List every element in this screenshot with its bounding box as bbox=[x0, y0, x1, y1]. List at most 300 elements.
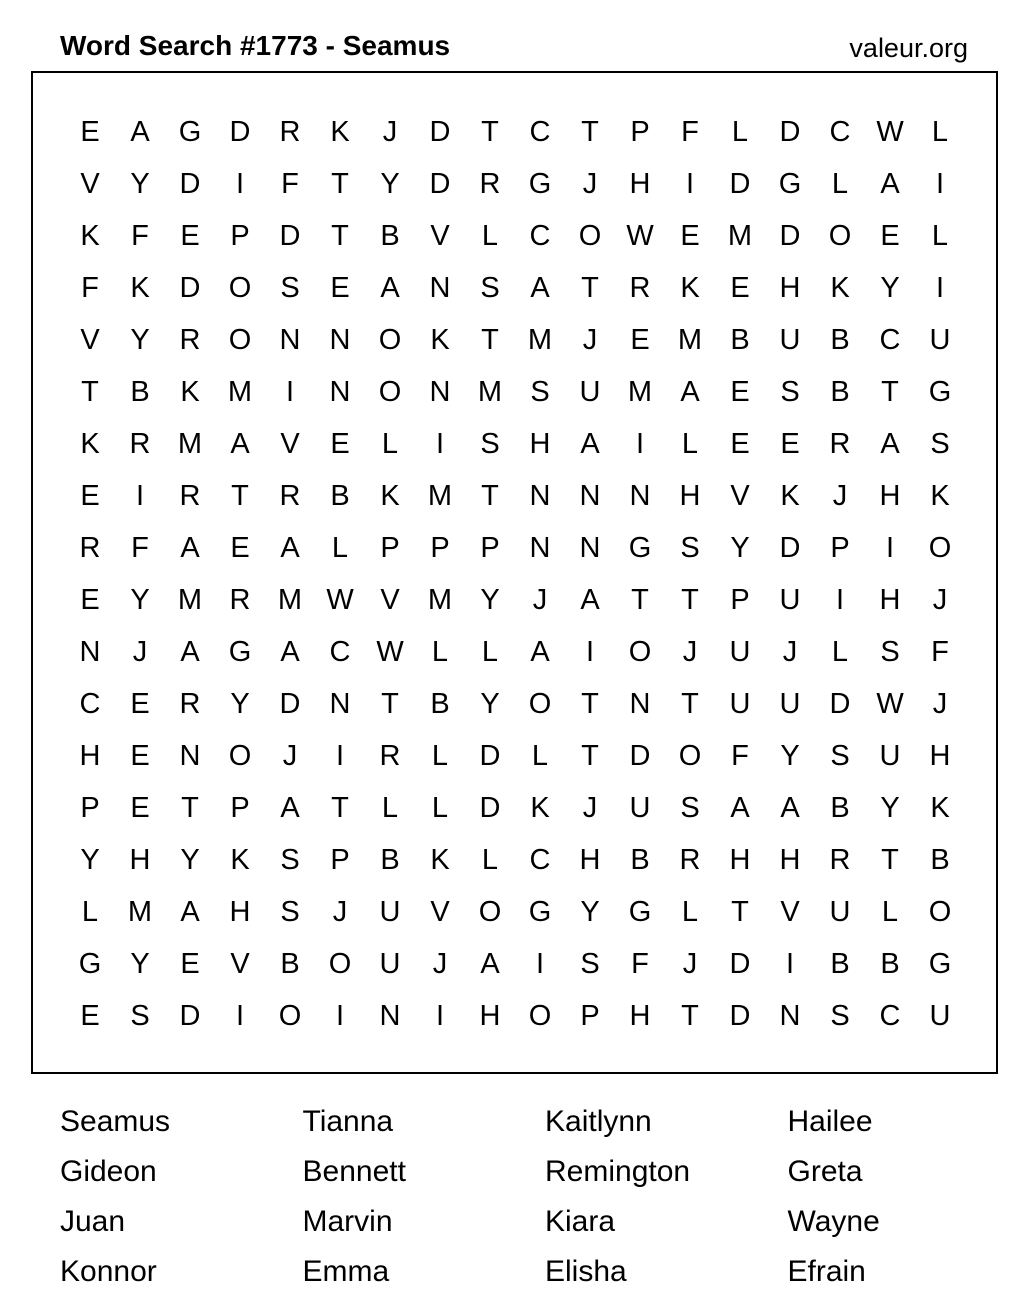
grid-letter: U bbox=[779, 583, 801, 616]
grid-letter: M bbox=[727, 219, 753, 252]
grid-letter: H bbox=[579, 843, 601, 876]
grid-letter: S bbox=[880, 635, 900, 668]
grid-letter: U bbox=[779, 687, 801, 720]
grid-letter: C bbox=[529, 843, 551, 876]
grid-letter: Y bbox=[130, 947, 150, 980]
grid-letter: I bbox=[235, 167, 245, 200]
grid-letter: D bbox=[729, 167, 751, 200]
grid-letter: R bbox=[229, 583, 251, 616]
word-list-item: Greta bbox=[787, 1155, 863, 1188]
grid-letter: D bbox=[829, 687, 851, 720]
grid-letter: L bbox=[381, 427, 399, 460]
grid-letter: T bbox=[331, 167, 349, 200]
grid-letter: M bbox=[127, 895, 153, 928]
grid-letter: G bbox=[528, 167, 552, 200]
grid-letter: O bbox=[928, 531, 952, 564]
grid-letter: K bbox=[130, 271, 150, 304]
grid-letter: H bbox=[729, 843, 751, 876]
grid-letter: D bbox=[779, 115, 801, 148]
grid-letter: J bbox=[782, 635, 798, 668]
grid-letter: C bbox=[329, 635, 351, 668]
grid-letter: A bbox=[480, 947, 500, 980]
grid-letter: V bbox=[80, 323, 100, 356]
grid-letter: N bbox=[279, 323, 301, 356]
word-list-item: Kaitlynn bbox=[545, 1105, 652, 1138]
grid-letter: E bbox=[330, 271, 350, 304]
grid-letter: T bbox=[481, 115, 499, 148]
grid-letter: O bbox=[628, 635, 652, 668]
grid-letter: P bbox=[230, 219, 250, 252]
grid-letter: N bbox=[779, 999, 801, 1032]
grid-letter: L bbox=[931, 219, 949, 252]
grid-letter: W bbox=[626, 219, 654, 252]
grid-letter: P bbox=[480, 531, 500, 564]
grid-letter: N bbox=[329, 375, 351, 408]
grid-letter: P bbox=[730, 583, 750, 616]
grid-letter: T bbox=[681, 999, 699, 1032]
grid-letter: D bbox=[479, 791, 501, 824]
grid-letter: E bbox=[80, 115, 100, 148]
grid-letter: B bbox=[830, 947, 850, 980]
grid-letter: S bbox=[830, 739, 850, 772]
word-list-item: Juan bbox=[60, 1205, 126, 1238]
grid-letter: E bbox=[130, 739, 150, 772]
grid-letter: B bbox=[930, 843, 950, 876]
grid-letter: N bbox=[629, 479, 651, 512]
grid-letter: G bbox=[928, 947, 952, 980]
grid-letter: B bbox=[830, 791, 850, 824]
grid-letter: F bbox=[131, 219, 149, 252]
grid-letter: K bbox=[680, 271, 700, 304]
grid-letter: B bbox=[630, 843, 650, 876]
grid-letter: E bbox=[730, 427, 750, 460]
grid-letter: Y bbox=[780, 739, 800, 772]
grid-letter: E bbox=[180, 219, 200, 252]
grid-letter: L bbox=[331, 531, 349, 564]
grid-letter: A bbox=[230, 427, 250, 460]
grid-letter: O bbox=[578, 219, 602, 252]
grid-letter: A bbox=[280, 531, 300, 564]
grid-letter: Y bbox=[880, 791, 900, 824]
grid-letter: T bbox=[481, 479, 499, 512]
grid-letter: S bbox=[280, 843, 300, 876]
grid-letter: A bbox=[680, 375, 700, 408]
grid-letter: L bbox=[481, 219, 499, 252]
grid-letter: N bbox=[379, 999, 401, 1032]
grid-letter: N bbox=[529, 531, 551, 564]
grid-letter: M bbox=[427, 583, 453, 616]
grid-letter: I bbox=[585, 635, 595, 668]
grid-letter: I bbox=[635, 427, 645, 460]
grid-letter: U bbox=[779, 323, 801, 356]
grid-letter: G bbox=[628, 531, 652, 564]
grid-letter: C bbox=[829, 115, 851, 148]
grid-letter: V bbox=[730, 479, 750, 512]
grid-letter: A bbox=[280, 635, 300, 668]
grid-letter: T bbox=[881, 375, 899, 408]
grid-letter: D bbox=[279, 219, 301, 252]
grid-letter: M bbox=[177, 427, 203, 460]
grid-letter: L bbox=[881, 895, 899, 928]
grid-letter: E bbox=[180, 947, 200, 980]
grid-letter: D bbox=[429, 167, 451, 200]
grid-letter: D bbox=[729, 947, 751, 980]
word-list-item: Elisha bbox=[545, 1255, 627, 1288]
grid-letter: H bbox=[679, 479, 701, 512]
grid-letter: D bbox=[179, 167, 201, 200]
grid-letter: O bbox=[478, 895, 502, 928]
grid-letter: J bbox=[532, 583, 548, 616]
grid-letter: G bbox=[78, 947, 102, 980]
grid-letter: Y bbox=[80, 843, 100, 876]
grid-letter: E bbox=[630, 323, 650, 356]
grid-letter: M bbox=[527, 323, 553, 356]
grid-letter: T bbox=[881, 843, 899, 876]
grid-letter: R bbox=[629, 271, 651, 304]
grid-letter: D bbox=[729, 999, 751, 1032]
grid-letter: O bbox=[378, 323, 402, 356]
grid-letter: J bbox=[332, 895, 348, 928]
grid-letter: H bbox=[79, 739, 101, 772]
grid-letter: J bbox=[832, 479, 848, 512]
grid-letter: E bbox=[80, 479, 100, 512]
grid-letter: O bbox=[528, 999, 552, 1032]
grid-letter: T bbox=[331, 791, 349, 824]
word-list-item: Bennett bbox=[302, 1155, 406, 1188]
grid-letter: E bbox=[130, 687, 150, 720]
grid-letter: C bbox=[879, 999, 901, 1032]
grid-letter: G bbox=[228, 635, 252, 668]
grid-letter: K bbox=[530, 791, 550, 824]
grid-letter: R bbox=[279, 479, 301, 512]
grid-letter: K bbox=[380, 479, 400, 512]
grid-letter: S bbox=[280, 895, 300, 928]
word-list-item: Efrain bbox=[787, 1255, 866, 1288]
word-list-item: Kiara bbox=[545, 1205, 616, 1238]
grid-letter: A bbox=[880, 427, 900, 460]
grid-letter: I bbox=[435, 427, 445, 460]
grid-letter: S bbox=[680, 531, 700, 564]
grid-letter: T bbox=[331, 219, 349, 252]
grid-letter: J bbox=[932, 687, 948, 720]
grid-letter: L bbox=[431, 739, 449, 772]
grid-letter: M bbox=[177, 583, 203, 616]
grid-letter: T bbox=[581, 115, 599, 148]
grid-letter: I bbox=[235, 999, 245, 1032]
word-list-item: Hailee bbox=[787, 1105, 873, 1138]
grid-letter: H bbox=[629, 167, 651, 200]
grid-letter: O bbox=[228, 739, 252, 772]
grid-letter: K bbox=[430, 323, 450, 356]
grid-letter: J bbox=[682, 635, 698, 668]
grid-letter: N bbox=[329, 323, 351, 356]
grid-letter: R bbox=[829, 427, 851, 460]
grid-letter: D bbox=[179, 999, 201, 1032]
grid-letter: K bbox=[430, 843, 450, 876]
grid-letter: K bbox=[80, 427, 100, 460]
grid-letter: D bbox=[179, 271, 201, 304]
grid-letter: D bbox=[429, 115, 451, 148]
grid-letter: J bbox=[282, 739, 298, 772]
grid-letter: H bbox=[479, 999, 501, 1032]
grid-letter: B bbox=[130, 375, 150, 408]
word-list-item: Konnor bbox=[60, 1255, 157, 1288]
grid-letter: Y bbox=[880, 271, 900, 304]
grid-letter: T bbox=[481, 323, 499, 356]
grid-letter: L bbox=[381, 791, 399, 824]
grid-letter: T bbox=[81, 375, 99, 408]
grid-letter: U bbox=[729, 687, 751, 720]
grid-letter: D bbox=[629, 739, 651, 772]
grid-letter: C bbox=[79, 687, 101, 720]
grid-letter: L bbox=[481, 635, 499, 668]
grid-letter: E bbox=[130, 791, 150, 824]
grid-letter: Y bbox=[580, 895, 600, 928]
grid-letter: U bbox=[579, 375, 601, 408]
grid-letter: T bbox=[381, 687, 399, 720]
grid-letter: L bbox=[831, 635, 849, 668]
grid-letter: U bbox=[379, 895, 401, 928]
grid-letter: Y bbox=[130, 583, 150, 616]
grid-letter: H bbox=[779, 843, 801, 876]
grid-letter: A bbox=[130, 115, 150, 148]
grid-letter: U bbox=[879, 739, 901, 772]
grid-letter: T bbox=[681, 687, 699, 720]
grid-letter: R bbox=[279, 115, 301, 148]
grid-letter: V bbox=[780, 895, 800, 928]
grid-letter: D bbox=[779, 219, 801, 252]
grid-letter: R bbox=[179, 687, 201, 720]
grid-letter: T bbox=[581, 687, 599, 720]
word-list-item: Remington bbox=[545, 1155, 691, 1188]
grid-letter: A bbox=[380, 271, 400, 304]
grid-letter: R bbox=[129, 427, 151, 460]
grid-letter: C bbox=[529, 115, 551, 148]
grid-letter: R bbox=[379, 739, 401, 772]
grid-letter: B bbox=[880, 947, 900, 980]
grid-letter: K bbox=[830, 271, 850, 304]
grid-letter: W bbox=[876, 687, 904, 720]
word-list-item: Seamus bbox=[60, 1105, 171, 1138]
grid-letter: I bbox=[435, 999, 445, 1032]
grid-letter: Y bbox=[480, 687, 500, 720]
grid-letter: L bbox=[431, 791, 449, 824]
grid-letter: E bbox=[230, 531, 250, 564]
grid-letter: I bbox=[535, 947, 545, 980]
grid-letter: U bbox=[629, 791, 651, 824]
grid-letter: I bbox=[285, 375, 295, 408]
grid-letter: C bbox=[529, 219, 551, 252]
grid-letter: Y bbox=[180, 843, 200, 876]
grid-letter: P bbox=[830, 531, 850, 564]
grid-letter: T bbox=[231, 479, 249, 512]
grid-letter: Y bbox=[130, 323, 150, 356]
grid-letter: U bbox=[829, 895, 851, 928]
grid-letter: S bbox=[480, 271, 500, 304]
word-list-item: Tianna bbox=[302, 1105, 394, 1138]
grid-letter: M bbox=[427, 479, 453, 512]
grid-letter: J bbox=[932, 583, 948, 616]
grid-letter: V bbox=[380, 583, 400, 616]
grid-letter: M bbox=[677, 323, 703, 356]
grid-letter: B bbox=[830, 375, 850, 408]
grid-letter: O bbox=[928, 895, 952, 928]
grid-letter: U bbox=[929, 323, 951, 356]
grid-letter: L bbox=[931, 115, 949, 148]
grid-letter: L bbox=[831, 167, 849, 200]
grid-letter: G bbox=[778, 167, 802, 200]
grid-letter: M bbox=[277, 583, 303, 616]
grid-letter: H bbox=[779, 271, 801, 304]
grid-letter: O bbox=[328, 947, 352, 980]
grid-letter: O bbox=[678, 739, 702, 772]
grid-letter: Y bbox=[480, 583, 500, 616]
grid-letter: H bbox=[529, 427, 551, 460]
grid-letter: V bbox=[430, 219, 450, 252]
grid-letter: F bbox=[631, 947, 649, 980]
grid-letter: F bbox=[281, 167, 299, 200]
grid-letter: K bbox=[930, 479, 950, 512]
grid-letter: B bbox=[330, 479, 350, 512]
grid-letter: B bbox=[380, 219, 400, 252]
grid-letter: S bbox=[580, 947, 600, 980]
grid-letter: B bbox=[280, 947, 300, 980]
grid-letter: S bbox=[130, 999, 150, 1032]
grid-letter: T bbox=[581, 739, 599, 772]
grid-letter: N bbox=[579, 531, 601, 564]
grid-letter: Y bbox=[380, 167, 400, 200]
grid-letter: B bbox=[830, 323, 850, 356]
grid-letter: S bbox=[830, 999, 850, 1032]
grid-letter: K bbox=[80, 219, 100, 252]
grid-letter: S bbox=[480, 427, 500, 460]
grid-letter: S bbox=[930, 427, 950, 460]
grid-letter: P bbox=[380, 531, 400, 564]
grid-letter: F bbox=[681, 115, 699, 148]
grid-letter: I bbox=[135, 479, 145, 512]
grid-letter: U bbox=[929, 999, 951, 1032]
grid-letter: E bbox=[680, 219, 700, 252]
grid-letter: J bbox=[582, 323, 598, 356]
grid-letter: A bbox=[530, 271, 550, 304]
grid-letter: S bbox=[680, 791, 700, 824]
grid-letter: A bbox=[180, 895, 200, 928]
grid-letter: R bbox=[179, 323, 201, 356]
puzzle-grid-frame bbox=[31, 71, 998, 1074]
grid-letter: I bbox=[835, 583, 845, 616]
grid-letter: Y bbox=[730, 531, 750, 564]
grid-letter: K bbox=[780, 479, 800, 512]
grid-letter: S bbox=[780, 375, 800, 408]
grid-letter: T bbox=[181, 791, 199, 824]
grid-letter: R bbox=[179, 479, 201, 512]
grid-letter: M bbox=[627, 375, 653, 408]
grid-letter: M bbox=[477, 375, 503, 408]
page-title: Word Search #1773 - Seamus bbox=[60, 30, 451, 61]
grid-letter: A bbox=[180, 635, 200, 668]
grid-letter: F bbox=[731, 739, 749, 772]
grid-letter: N bbox=[629, 687, 651, 720]
grid-letter: R bbox=[679, 843, 701, 876]
grid-letter: T bbox=[731, 895, 749, 928]
grid-letter: K bbox=[930, 791, 950, 824]
word-list-item: Marvin bbox=[302, 1205, 393, 1238]
grid-letter: M bbox=[227, 375, 253, 408]
grid-letter: N bbox=[179, 739, 201, 772]
grid-letter: E bbox=[80, 583, 100, 616]
grid-letter: E bbox=[80, 999, 100, 1032]
grid-letter: A bbox=[580, 583, 600, 616]
grid-letter: E bbox=[730, 271, 750, 304]
grid-letter: Y bbox=[130, 167, 150, 200]
grid-letter: N bbox=[529, 479, 551, 512]
grid-letter: N bbox=[329, 687, 351, 720]
grid-letter: L bbox=[431, 635, 449, 668]
grid-letter: K bbox=[180, 375, 200, 408]
grid-letter: V bbox=[280, 427, 300, 460]
grid-letter: D bbox=[229, 115, 251, 148]
grid-letter: R bbox=[479, 167, 501, 200]
grid-letter: T bbox=[681, 583, 699, 616]
grid-letter: H bbox=[229, 895, 251, 928]
grid-letter: P bbox=[430, 531, 450, 564]
grid-letter: O bbox=[278, 999, 302, 1032]
grid-letter: D bbox=[779, 531, 801, 564]
grid-letter: H bbox=[929, 739, 951, 772]
grid-letter: Y bbox=[230, 687, 250, 720]
grid-letter: A bbox=[280, 791, 300, 824]
grid-letter: A bbox=[880, 167, 900, 200]
grid-letter: A bbox=[780, 791, 800, 824]
grid-letter: B bbox=[730, 323, 750, 356]
grid-letter: N bbox=[429, 375, 451, 408]
grid-letter: G bbox=[178, 115, 202, 148]
grid-letter: E bbox=[730, 375, 750, 408]
grid-letter: E bbox=[880, 219, 900, 252]
grid-letter: L bbox=[481, 843, 499, 876]
word-list-item: Wayne bbox=[787, 1205, 880, 1238]
grid-letter: H bbox=[879, 583, 901, 616]
grid-letter: N bbox=[579, 479, 601, 512]
grid-letter: U bbox=[729, 635, 751, 668]
word-list-item: Gideon bbox=[60, 1155, 157, 1188]
grid-letter: I bbox=[785, 947, 795, 980]
grid-letter: W bbox=[376, 635, 404, 668]
grid-letter: S bbox=[530, 375, 550, 408]
grid-letter: C bbox=[879, 323, 901, 356]
grid-letter: R bbox=[829, 843, 851, 876]
grid-letter: F bbox=[81, 271, 99, 304]
grid-letter: I bbox=[685, 167, 695, 200]
grid-letter: L bbox=[681, 895, 699, 928]
grid-letter: J bbox=[432, 947, 448, 980]
word-list-item: Emma bbox=[302, 1255, 390, 1288]
grid-letter: R bbox=[79, 531, 101, 564]
grid-letter: L bbox=[81, 895, 99, 928]
site-name: valeur.org bbox=[849, 33, 968, 63]
grid-letter: H bbox=[879, 479, 901, 512]
grid-letter: G bbox=[528, 895, 552, 928]
grid-letter: I bbox=[885, 531, 895, 564]
grid-letter: J bbox=[582, 791, 598, 824]
word-list bbox=[60, 1097, 1030, 1297]
grid-letter: V bbox=[430, 895, 450, 928]
grid-letter: O bbox=[228, 271, 252, 304]
grid-letter: A bbox=[580, 427, 600, 460]
grid-letter: D bbox=[479, 739, 501, 772]
grid-letter: P bbox=[80, 791, 100, 824]
grid-letter: U bbox=[379, 947, 401, 980]
